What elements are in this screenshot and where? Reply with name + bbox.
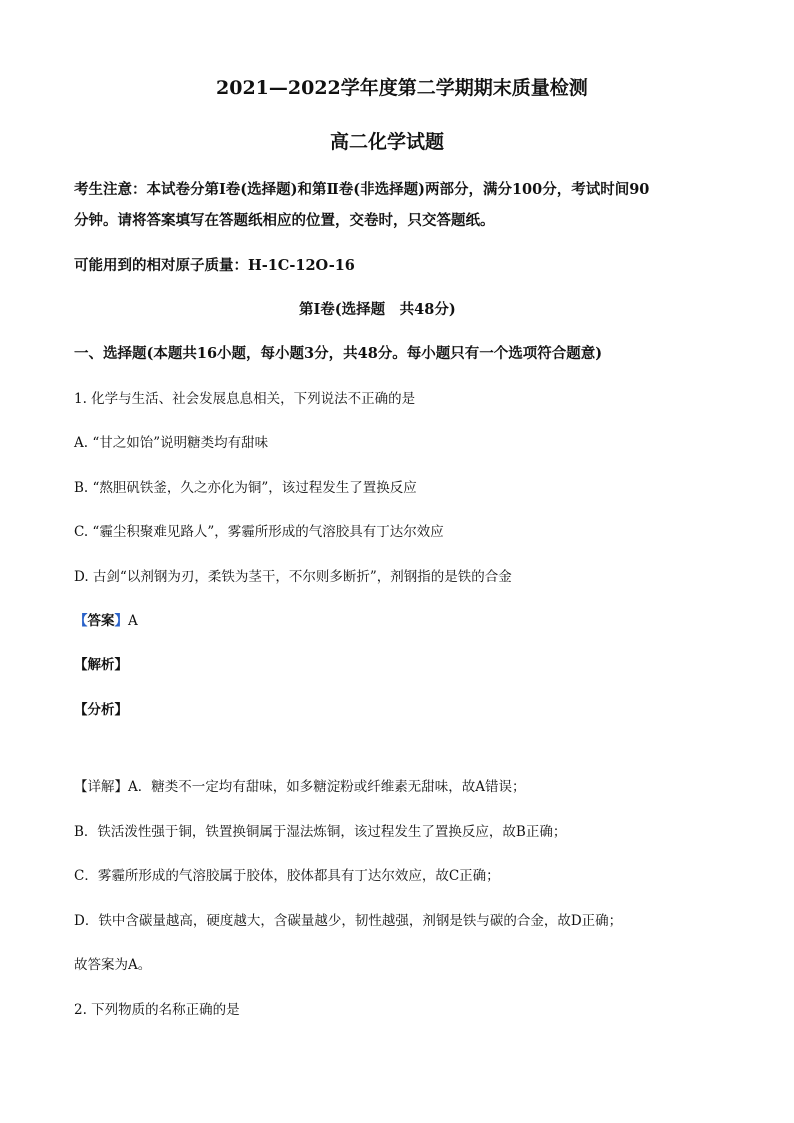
answer-value: A	[128, 613, 138, 629]
question-2-stem: 2. 下列物质的名称正确的是	[74, 1002, 240, 1018]
answer-bracket-close: 】	[114, 613, 128, 629]
exam-subtitle: 高二化学试题	[330, 131, 445, 153]
fenxi-label: 【分析】	[74, 702, 128, 718]
conclusion: 故答案为A。	[74, 957, 152, 973]
question-1-option-d: D. 古剑“以剂钢为刃，柔铁为茎干，不尔则多断折”，剂钢指的是铁的合金	[74, 569, 512, 585]
atomic-mass-line: 可能用到的相对原子质量：H-1C-12O-16	[74, 257, 355, 274]
question-1-stem: 1. 化学与生活、社会发展息息相关，下列说法不正确的是	[74, 391, 416, 407]
answer-label: 答案	[87, 613, 115, 629]
question-1-option-a: A. “甘之如饴”说明糖类均有甜味	[74, 435, 269, 451]
section-title: 第Ⅰ卷(选择题 共48分)	[299, 301, 456, 318]
exam-title: 2021—2022学年度第二学期期末质量检测	[216, 77, 588, 99]
detail-b: B．铁活泼性强于铜，铁置换铜属于湿法炼铜，该过程发生了置换反应，故B正确；	[74, 824, 567, 840]
question-1-option-b: B. “熬胆矾铁釜，久之亦化为铜”，该过程发生了置换反应	[74, 480, 417, 496]
answer-line	[74, 609, 138, 629]
detail-a: 【详解】A．糖类不一定均有甜味，如多糖淀粉或纤维素无甜味，故A错误；	[74, 779, 526, 795]
question-1-option-c: C. “霾尘积聚难见路人”，雾霾所形成的气溶胶具有丁达尔效应	[74, 524, 444, 540]
analysis-label: 【解析】	[74, 657, 128, 673]
answer-bracket-open: 【	[74, 613, 88, 629]
section-instruction: 一、选择题(本题共16小题，每小题3分，共48分。每小题只有一个选项符合题意)	[74, 345, 603, 362]
notice-line-1: 考生注意：本试卷分第Ⅰ卷(选择题)和第Ⅱ卷(非选择题)两部分，满分100分，考试时间90	[74, 181, 650, 198]
detail-d: D．铁中含碳量越高，硬度越大，含碳量越少，韧性越强，剂钢是铁与碳的合金，故D正确；	[74, 913, 623, 929]
notice-line-2: 分钟。请将答案填写在答题纸相应的位置，交卷时，只交答题纸。	[74, 212, 495, 229]
answer-tag	[74, 613, 128, 629]
detail-c: C．雾霾所形成的气溶胶属于胶体，胶体都具有丁达尔效应，故C正确；	[74, 868, 500, 884]
